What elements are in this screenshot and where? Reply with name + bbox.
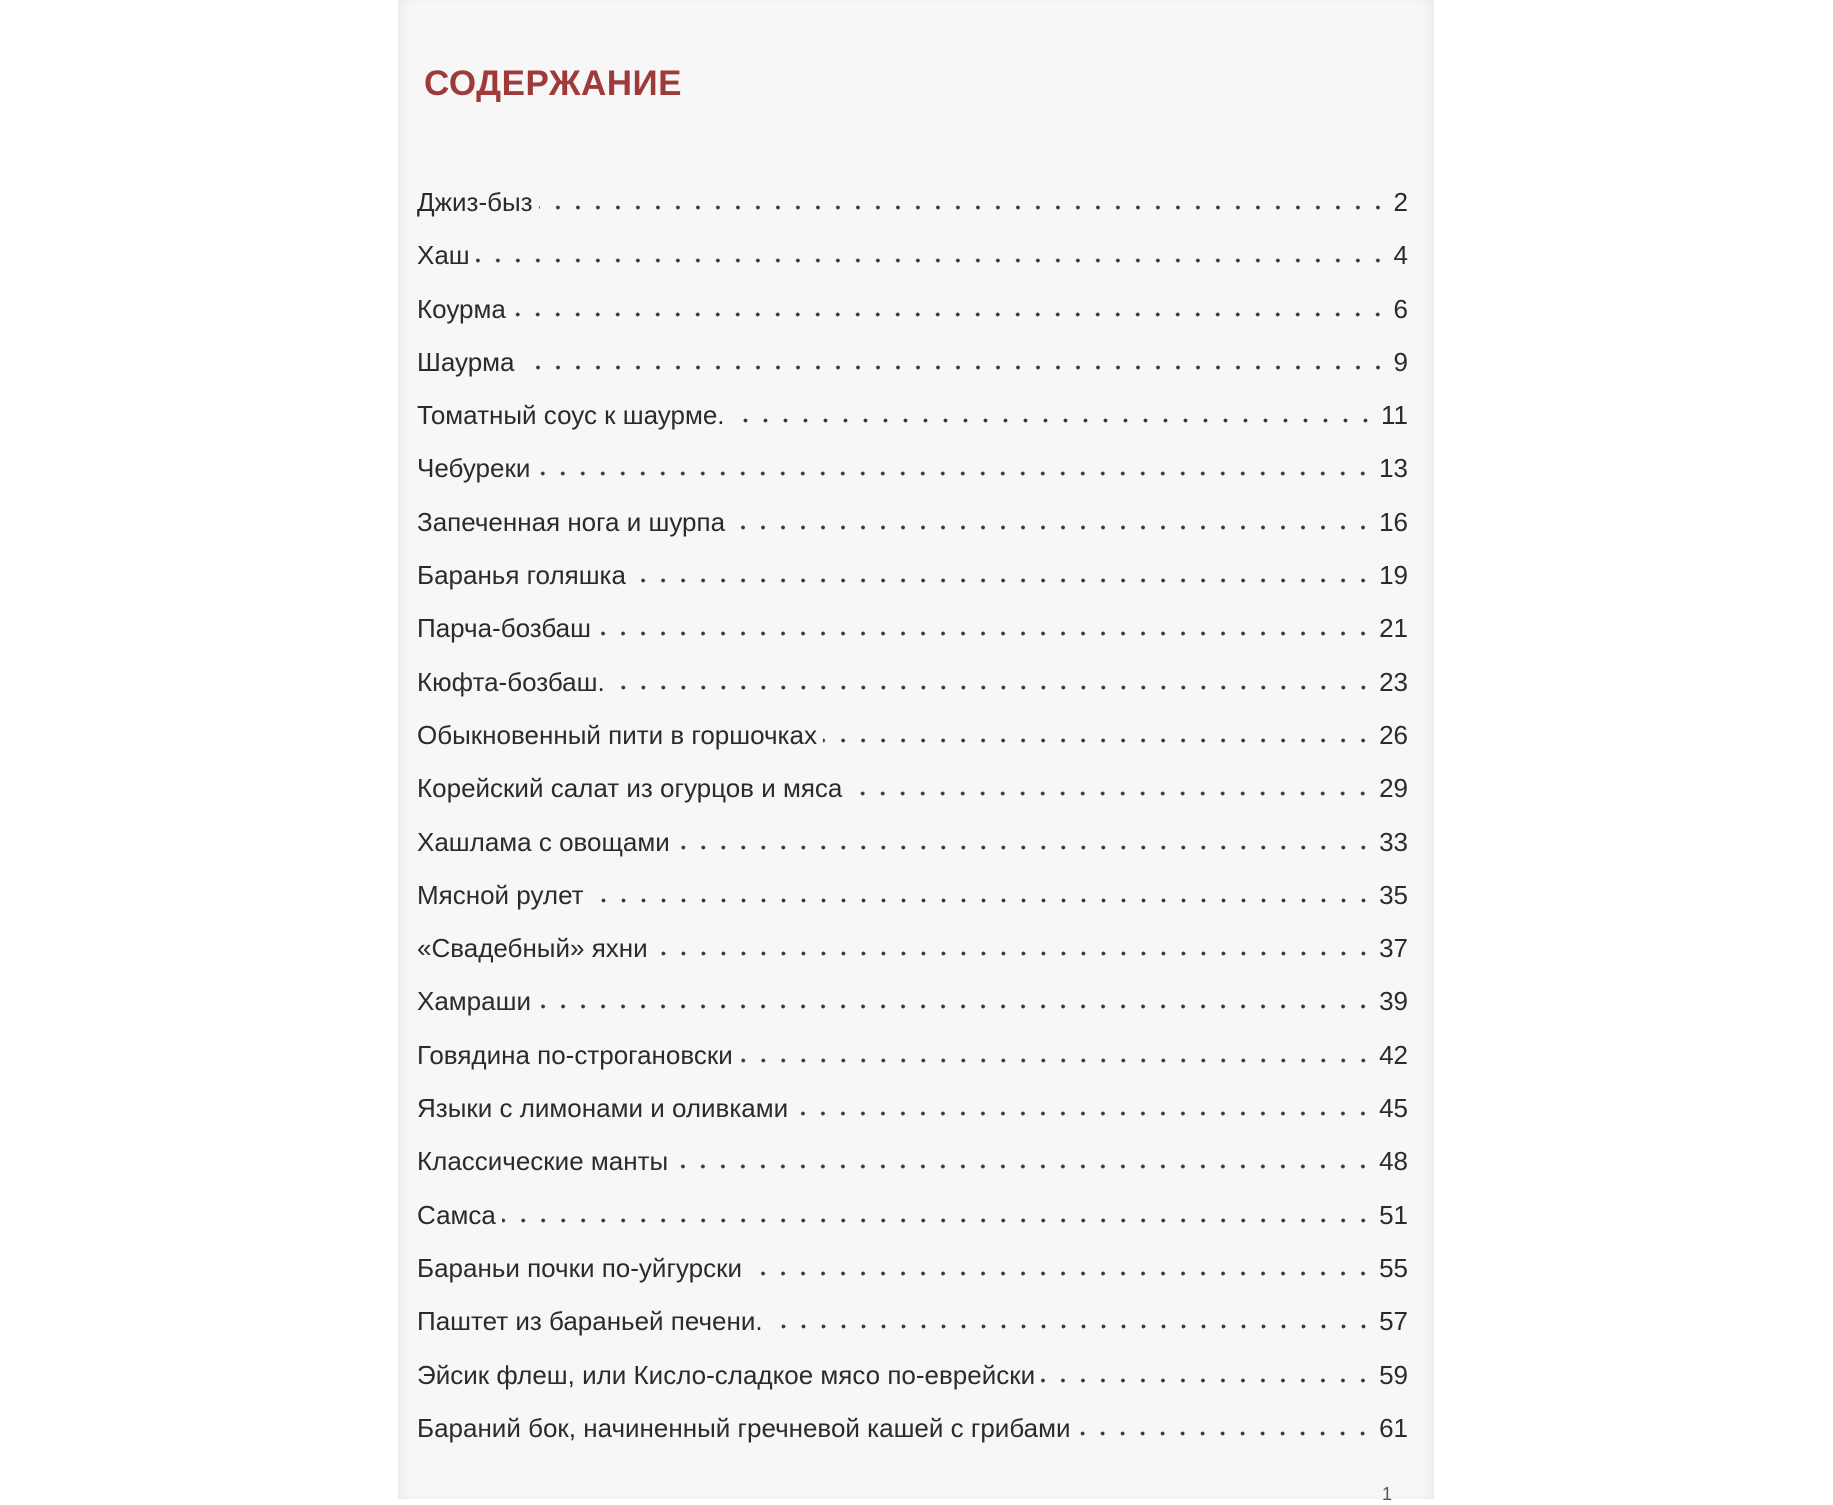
toc-entry-page: 19 — [1379, 560, 1408, 591]
toc-entry — [417, 283, 1408, 336]
toc-entry-title: Языки с лимонами и оливками — [417, 1093, 789, 1124]
toc-entry — [417, 656, 1408, 709]
toc-entry-title: Паштет из бараньей печени. — [417, 1306, 763, 1337]
toc-entry — [417, 1029, 1408, 1082]
toc-entry-page: 29 — [1379, 773, 1408, 804]
dot-leader — [748, 1259, 1373, 1277]
toc-entry-page: 45 — [1379, 1093, 1408, 1124]
toc-entry-page: 57 — [1379, 1306, 1408, 1337]
toc-entry-title: Баранья голяшка — [417, 560, 626, 591]
toc-entry-title: Говядина по-строгановски — [417, 1039, 733, 1070]
toc-entry-title: Хамраши — [417, 986, 531, 1017]
toc-entry-page: 37 — [1379, 933, 1408, 964]
toc-entry-title: Бараний бок, начиненный гречневой кашей с грибами — [417, 1412, 1071, 1443]
toc-entry-page: 13 — [1379, 453, 1408, 484]
toc-entry-title: Хаш — [417, 240, 470, 271]
toc-entry — [417, 1189, 1408, 1242]
toc-entry — [417, 1295, 1408, 1348]
toc-entry-title: Шаурма — [417, 346, 515, 377]
toc-entry-page: 55 — [1379, 1252, 1408, 1283]
toc-entry — [417, 442, 1408, 495]
toc-entry — [417, 1242, 1408, 1295]
dot-leader — [521, 353, 1388, 371]
dot-leader — [590, 886, 1374, 904]
toc-entry-title: Чебуреки — [417, 453, 531, 484]
toc-entry — [417, 389, 1408, 442]
dot-leader — [731, 513, 1373, 531]
toc-entry-title: Мясной рулет — [417, 879, 584, 910]
toc-entry-title: «Свадебный» яхни — [417, 933, 648, 964]
dot-leader — [739, 1046, 1373, 1064]
page-number: 1 — [1381, 1484, 1392, 1504]
toc-entry-page: 51 — [1379, 1199, 1408, 1230]
toc-entry — [417, 549, 1408, 602]
toc-entry-page: 4 — [1393, 240, 1408, 271]
book-page — [398, 0, 1434, 1504]
table-of-contents — [417, 176, 1408, 1455]
toc-entry-title: Классические манты — [417, 1146, 669, 1177]
toc-entry — [417, 1349, 1408, 1402]
toc-entry — [417, 709, 1408, 762]
toc-entry — [417, 869, 1408, 922]
toc-entry-title: Коурма — [417, 293, 506, 324]
dot-leader — [611, 672, 1373, 690]
toc-entry — [417, 1402, 1408, 1455]
toc-entry-page: 39 — [1379, 986, 1408, 1017]
dot-leader — [848, 779, 1373, 797]
toc-entry-page: 11 — [1381, 400, 1408, 431]
dot-leader — [823, 726, 1373, 744]
toc-entry-page: 35 — [1379, 879, 1408, 910]
toc-entry — [417, 922, 1408, 975]
toc-entry — [417, 762, 1408, 815]
toc-entry — [417, 176, 1408, 229]
toc-entry-page: 59 — [1379, 1359, 1408, 1390]
dot-leader — [537, 992, 1373, 1010]
dot-leader — [502, 1205, 1373, 1223]
toc-entry-page: 9 — [1393, 346, 1408, 377]
toc-entry-page: 33 — [1379, 826, 1408, 857]
toc-entry-title: Бараньи почки по-уйгурски — [417, 1252, 742, 1283]
toc-entry — [417, 229, 1408, 282]
toc-entry-title: Корейский салат из огурцов и мяса — [417, 773, 843, 804]
toc-entry — [417, 816, 1408, 869]
dot-leader — [1041, 1365, 1373, 1383]
toc-entry-page: 42 — [1379, 1039, 1408, 1070]
toc-entry-page: 26 — [1379, 719, 1408, 750]
toc-entry — [417, 1135, 1408, 1188]
dot-leader — [597, 619, 1373, 637]
toc-entry — [417, 602, 1408, 655]
toc-entry — [417, 975, 1408, 1028]
dot-leader — [731, 406, 1375, 424]
toc-entry-title: Запеченная нога и шурпа — [417, 506, 726, 537]
toc-entry-page: 61 — [1379, 1412, 1408, 1443]
toc-entry — [417, 496, 1408, 549]
toc-entry-page: 2 — [1393, 187, 1408, 217]
dot-leader — [794, 1099, 1373, 1117]
dot-leader — [536, 459, 1373, 477]
dot-leader — [632, 566, 1373, 584]
toc-entry — [417, 336, 1408, 389]
toc-entry-page: 21 — [1379, 613, 1408, 644]
dot-leader — [476, 246, 1388, 264]
toc-entry-title: Парча-бозбаш — [417, 613, 592, 644]
dot-leader — [769, 1312, 1373, 1330]
dot-leader — [539, 193, 1388, 211]
toc-entry-title: Самса — [417, 1199, 496, 1230]
dot-leader — [1076, 1419, 1373, 1437]
dot-leader — [654, 939, 1373, 957]
dot-leader — [676, 832, 1373, 850]
toc-entry-title: Томатный соус к шаурме. — [417, 400, 725, 431]
toc-entry-page: 23 — [1379, 666, 1408, 697]
toc-entry-title: Обыкновенный пити в горшочках — [417, 719, 817, 750]
toc-entry-title: Хашлама с овощами — [417, 826, 670, 857]
dot-leader — [512, 299, 1388, 317]
toc-entry-title: Кюфта-бозбаш. — [417, 666, 605, 697]
toc-entry-page: 6 — [1393, 293, 1408, 324]
toc-entry-title: Джиз-быз — [417, 187, 533, 217]
toc-entry-page: 48 — [1379, 1146, 1408, 1177]
toc-entry-page: 16 — [1379, 506, 1408, 537]
dot-leader — [674, 1152, 1373, 1170]
contents-heading: СОДЕРЖАНИЕ — [424, 64, 683, 103]
toc-entry-title: Эйсик флеш, или Кисло-сладкое мясо по-еврейски — [417, 1359, 1036, 1390]
toc-entry — [417, 1082, 1408, 1135]
